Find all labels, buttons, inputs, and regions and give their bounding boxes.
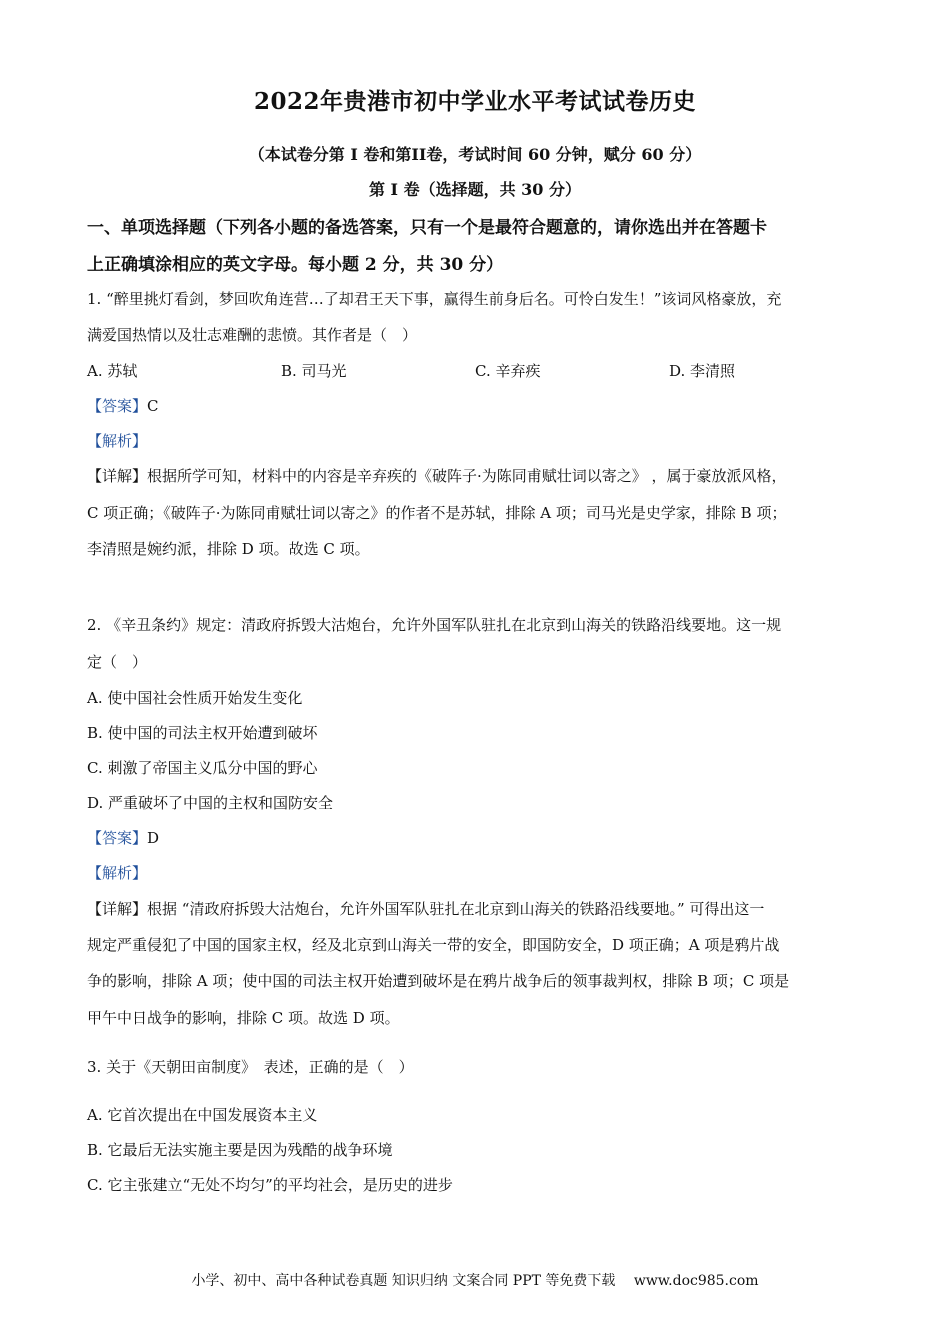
question-2-detail-line2: 规定严重侵犯了中国的国家主权，经及北京到山海关一带的安全，即国防安全，D 项正确；A 项是鸦片战	[87, 936, 780, 954]
question-1-option-a: A. 苏轼	[87, 362, 138, 380]
question-2-option-c: C. 刺激了帝国主义瓜分中国的野心	[87, 759, 318, 777]
question-1-answer	[87, 396, 159, 416]
section-heading-line1: 一、单项选择题（下列各小题的备选答案，只有一个是最符合题意的，请你选出并在答题卡	[87, 218, 767, 238]
question-2-option-d: D. 严重破坏了中国的主权和国防安全	[87, 794, 334, 812]
detail-tag: 【详解】	[87, 467, 148, 485]
question-1-option-d: D. 李清照	[669, 362, 736, 380]
answer-value: D	[147, 829, 160, 847]
question-2-detail-line1	[87, 899, 764, 919]
answer-tag: 【答案】	[87, 397, 148, 415]
question-2-stem-line2: 定（ ）	[87, 653, 148, 671]
question-1-option-b: B. 司马光	[281, 362, 347, 380]
document-title: 2022年贵港市初中学业水平考试试卷历史	[253, 88, 696, 115]
question-2-answer	[87, 828, 159, 848]
page-footer: 小学、初中、高中各种试卷真题 知识归纳 文案合同 PPT 等免费下载 www.doc985.com	[191, 1273, 759, 1289]
question-3-stem: 3. 关于《天朝田亩制度》 表述，正确的是（ ）	[87, 1058, 414, 1076]
question-1-option-c: C. 辛弃疾	[475, 362, 541, 380]
question-2-option-b: B. 使中国的司法主权开始遭到破坏	[87, 724, 318, 742]
question-2-detail-line4: 甲午中日战争的影响，排除 C 项。故选 D 项。	[87, 1009, 400, 1027]
question-3-option-c: C. 它主张建立“无处不均匀”的平均社会，是历史的进步	[87, 1176, 453, 1194]
question-1-analysis-tag: 【解析】	[87, 432, 148, 450]
question-1-detail-line3: 李清照是婉约派，排除 D 项。故选 C 项。	[87, 540, 370, 558]
answer-tag: 【答案】	[87, 829, 148, 847]
question-3-option-b: B. 它最后无法实施主要是因为残酷的战争环境	[87, 1141, 393, 1159]
answer-value: C	[147, 397, 159, 415]
question-2-detail-line3: 争的影响，排除 A 项；使中国的司法主权开始遭到破坏是在鸦片战争后的领事裁判权，排除 B 项；C 项是	[87, 972, 790, 990]
section-heading-line2: 上正确填涂相应的英文字母。每小题 2 分，共 30 分）	[87, 255, 504, 275]
question-1-detail-line1	[87, 466, 787, 486]
question-2-option-a: A. 使中国社会性质开始发生变化	[87, 689, 303, 707]
question-2-stem-line1: 2. 《辛丑条约》规定：清政府拆毁大沽炮台，允许外国军队驻扎在北京到山海关的铁路沿线要地。这一规	[87, 616, 782, 634]
question-1-stem-line1: 1. “醉里挑灯看剑，梦回吹角连营…了却君王天下事，赢得生前身后名。可怜白发生！”该词风格豪放，充	[87, 290, 782, 308]
question-1-stem-line2: 满爱国热情以及壮志难酬的悲愤。其作者是（ ）	[87, 326, 418, 344]
question-3-option-a: A. 它首次提出在中国发展资本主义	[87, 1106, 318, 1124]
question-2-analysis-tag: 【解析】	[87, 864, 148, 882]
document-subtitle: （本试卷分第 I 卷和第II卷，考试时间 60 分钟，赋分 60 分）	[248, 145, 702, 164]
detail-text: 根据所学可知，材料中的内容是辛弃疾的《破阵子·为陈同甫赋壮词以寄之》 ，属于豪放派风格，	[147, 467, 787, 485]
question-1-detail-line2: C 项正确；《破阵子·为陈同甫赋壮词以寄之》的作者不是苏轼，排除 A 项；司马光是史学家，排除 B 项；	[87, 504, 787, 522]
detail-tag: 【详解】	[87, 900, 148, 918]
part-title: 第 I 卷（选择题，共 30 分）	[368, 180, 582, 199]
detail-text: 根据 “清政府拆毁大沽炮台，允许外国军队驻扎在北京到山海关的铁路沿线要地。” 可得出这一	[147, 900, 765, 918]
